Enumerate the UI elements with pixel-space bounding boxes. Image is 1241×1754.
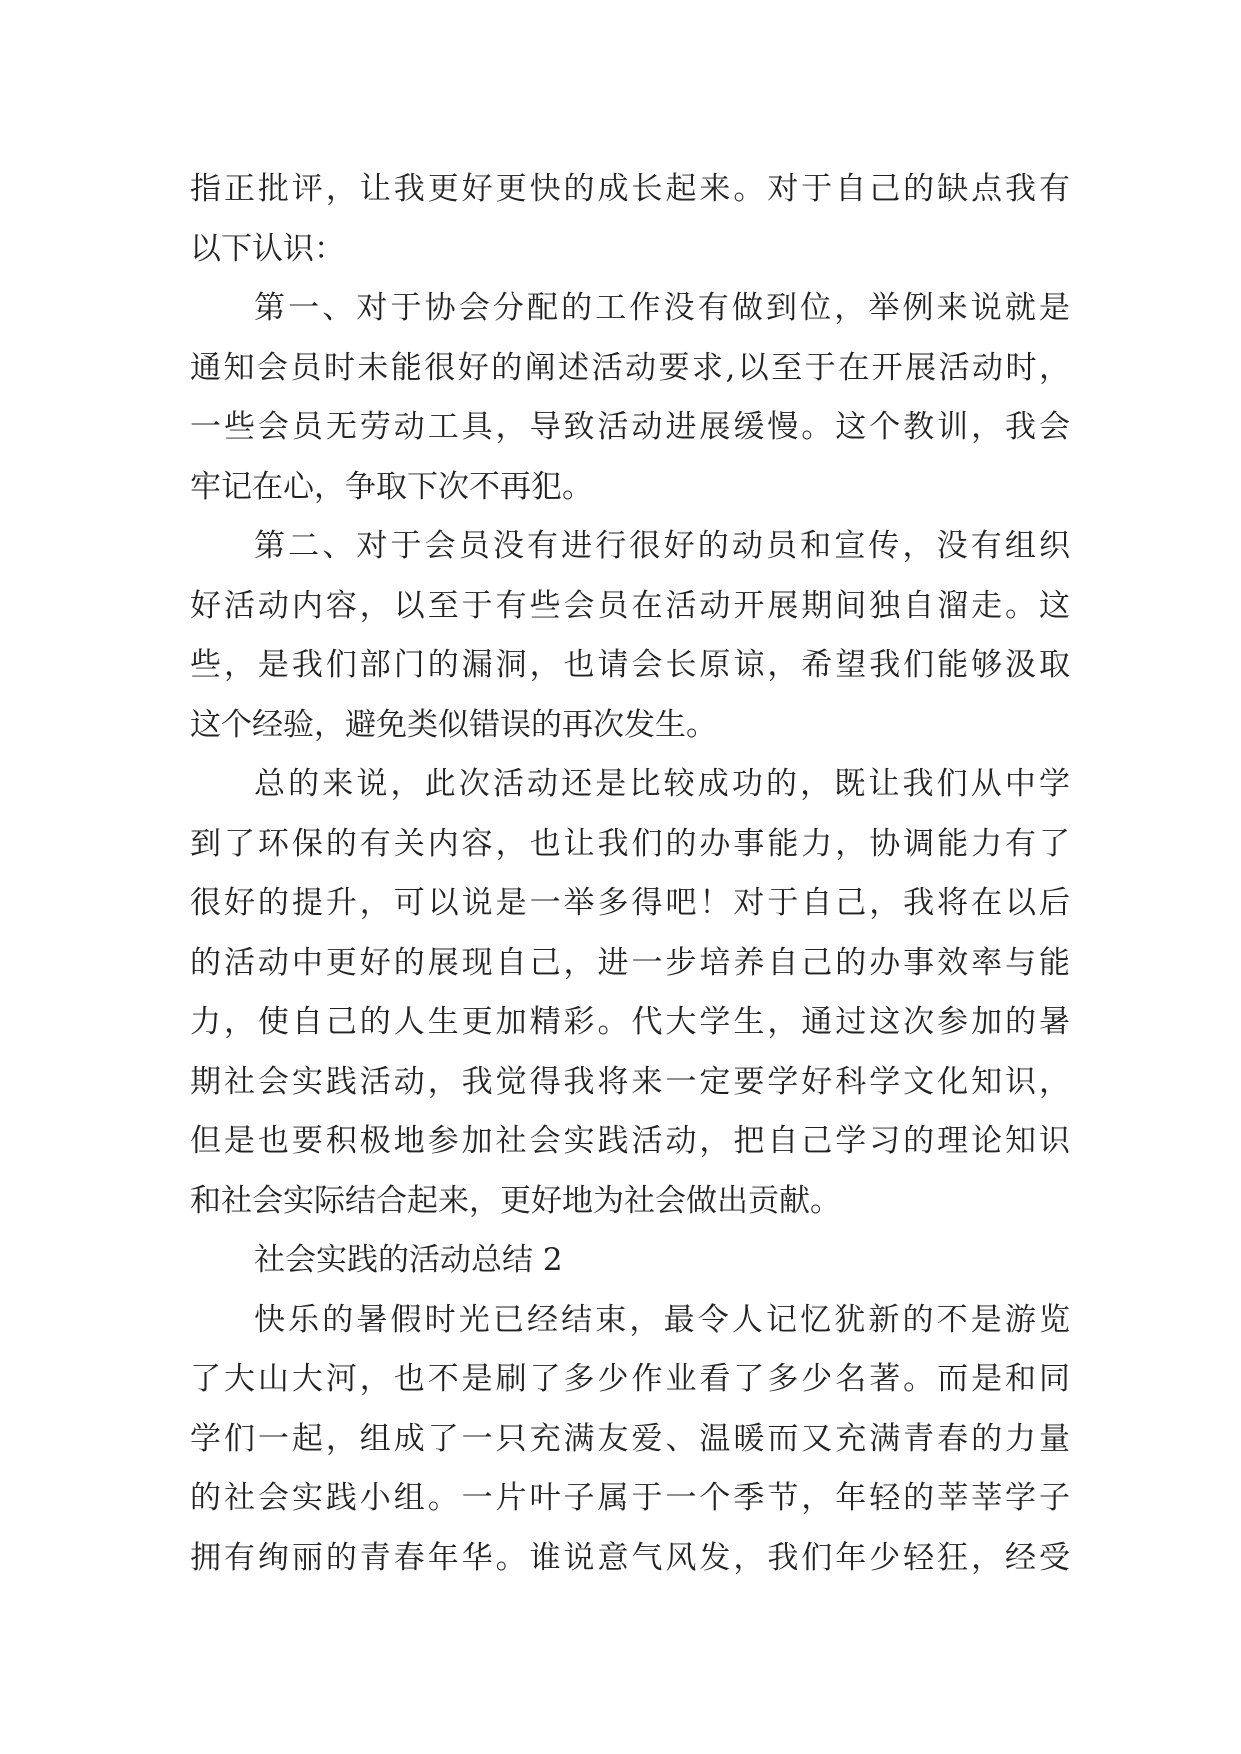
text-line: 了大山大河，也不是刷了多少作业看了多少名著。而是和同: [190, 1361, 1070, 1397]
paragraph-first-line: 第一、对于协会分配的工作没有做到位，举例来说就是: [254, 290, 1070, 326]
text-line: 拥有绚丽的青春年华。谁说意气风发，我们年少轻狂，经受: [190, 1539, 1070, 1576]
paragraph-first-line: 第二、对于会员没有进行很好的动员和宣传，没有组织: [254, 528, 1070, 564]
text-line: 期社会实践活动，我觉得我将来一定要学好科学文化知识，: [190, 1063, 1070, 1100]
text-line: 学们一起，组成了一只充满友爱、温暖而又充满青春的力量: [190, 1420, 1070, 1457]
section-heading: 社会实践的活动总结 2: [254, 1242, 563, 1278]
text-line: 些，是我们部门的漏洞，也请会长原谅，希望我们能够汲取: [190, 647, 1070, 683]
text-line: 和社会实际结合起来，更好地为社会做出贡献。: [190, 1182, 841, 1219]
text-line: 一些会员无劳动工具，导致活动进展缓慢。这个教训，我会: [190, 409, 1070, 445]
text-line: 力，使自己的人生更加精彩。代大学生，通过这次参加的暑: [190, 1004, 1070, 1040]
text-line: 指正批评，让我更好更快的成长起来。对于自己的缺点我有: [190, 171, 1070, 207]
text-line: 牢记在心，争取下次不再犯。: [190, 468, 593, 505]
text-line: 的活动中更好的展现自己，进一步培养自己的办事效率与能: [190, 944, 1070, 981]
text-line: 但是也要积极地参加社会实践活动，把自己学习的理论知识: [190, 1123, 1070, 1159]
text-line: 这个经验，避免类似错误的再次发生。: [190, 706, 717, 743]
text-line: 通知会员时未能很好的阐述活动要求,以至于在开展活动时，: [190, 349, 1070, 386]
paragraph-first-line: 快乐的暑假时光已经结束，最令人记忆犹新的不是游览: [254, 1301, 1070, 1338]
text-line: 好活动内容，以至于有些会员在活动开展期间独自溜走。这: [190, 587, 1070, 624]
text-line: 的社会实践小组。一片叶子属于一个季节，年轻的莘莘学子: [190, 1480, 1070, 1516]
document-body: [190, 160, 1070, 1588]
paragraph-first-line: 总的来说，此次活动还是比较成功的，既让我们从中学: [254, 766, 1070, 802]
text-line: 以下认识：: [190, 230, 345, 267]
text-line: 很好的提升，可以说是一举多得吧！对于自己，我将在以后: [190, 885, 1070, 921]
text-line: 到了环保的有关内容，也让我们的办事能力，协调能力有了: [190, 825, 1070, 862]
